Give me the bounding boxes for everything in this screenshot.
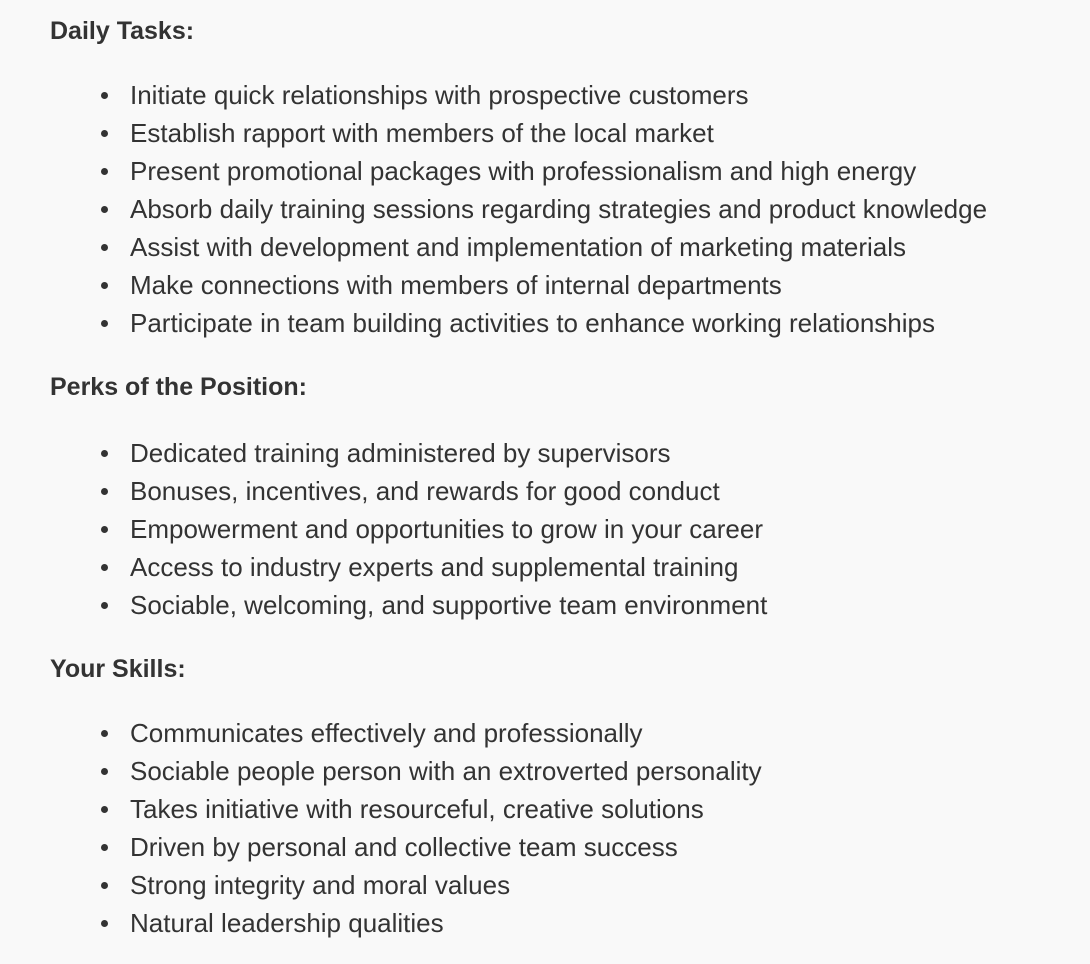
perks-list [0,434,767,624]
bullet-icon [101,488,108,495]
bullet-icon [101,564,108,571]
list-item [0,266,987,304]
list-item-text: Assist with development and implementation of marketing materials [130,232,907,262]
list-item [0,114,987,152]
list-item-text: Make connections with members of internal departments [130,270,782,300]
bullet-icon [101,730,108,737]
bullet-icon [101,602,108,609]
skills-list [0,714,762,942]
list-item-text: Driven by personal and collective team success [130,832,678,862]
list-item [0,434,767,472]
list-item [0,904,762,942]
bullet-icon [101,282,108,289]
daily-tasks-heading: Daily Tasks: [50,17,195,45]
bullet-icon [101,768,108,775]
list-item [0,152,987,190]
list-item [0,472,767,510]
list-item-text: Takes initiative with resourceful, creative solutions [130,794,704,824]
bullet-icon [101,882,108,889]
list-item-text: Participate in team building activities to enhance working relationships [130,308,935,338]
list-item [0,76,987,114]
list-item-text: Sociable people person with an extroverted personality [130,756,762,786]
bullet-icon [101,526,108,533]
skills-heading: Your Skills: [50,655,186,683]
daily-tasks-list [0,76,987,342]
list-item-text: Initiate quick relationships with prospective customers [130,80,749,110]
bullet-icon [101,92,108,99]
list-item-text: Bonuses, incentives, and rewards for good conduct [130,476,720,506]
list-item-text: Access to industry experts and supplemental training [130,552,739,582]
list-item [0,228,987,266]
list-item-text: Dedicated training administered by supervisors [130,438,671,468]
bullet-icon [101,450,108,457]
bullet-icon [101,844,108,851]
list-item-text: Natural leadership qualities [130,908,444,938]
list-item [0,304,987,342]
list-item [0,752,762,790]
bullet-icon [101,320,108,327]
list-item [0,790,762,828]
list-item-text: Communicates effectively and professionally [130,718,643,748]
list-item [0,828,762,866]
list-item [0,714,762,752]
list-item-text: Strong integrity and moral values [130,870,511,900]
list-item-text: Establish rapport with members of the local market [130,118,714,148]
list-item [0,510,767,548]
bullet-icon [101,206,108,213]
bullet-icon [101,168,108,175]
list-item-text: Sociable, welcoming, and supportive team environment [130,590,768,620]
list-item-text: Absorb daily training sessions regarding strategies and product knowledge [130,194,988,224]
list-item [0,190,987,228]
bullet-icon [101,806,108,813]
list-item [0,866,762,904]
bullet-icon [101,920,108,927]
list-item-text: Present promotional packages with professionalism and high energy [130,156,917,186]
bullet-icon [101,130,108,137]
list-item [0,586,767,624]
bullet-icon [101,244,108,251]
list-item [0,548,767,586]
list-item-text: Empowerment and opportunities to grow in your career [130,514,763,544]
perks-heading: Perks of the Position: [50,373,307,401]
